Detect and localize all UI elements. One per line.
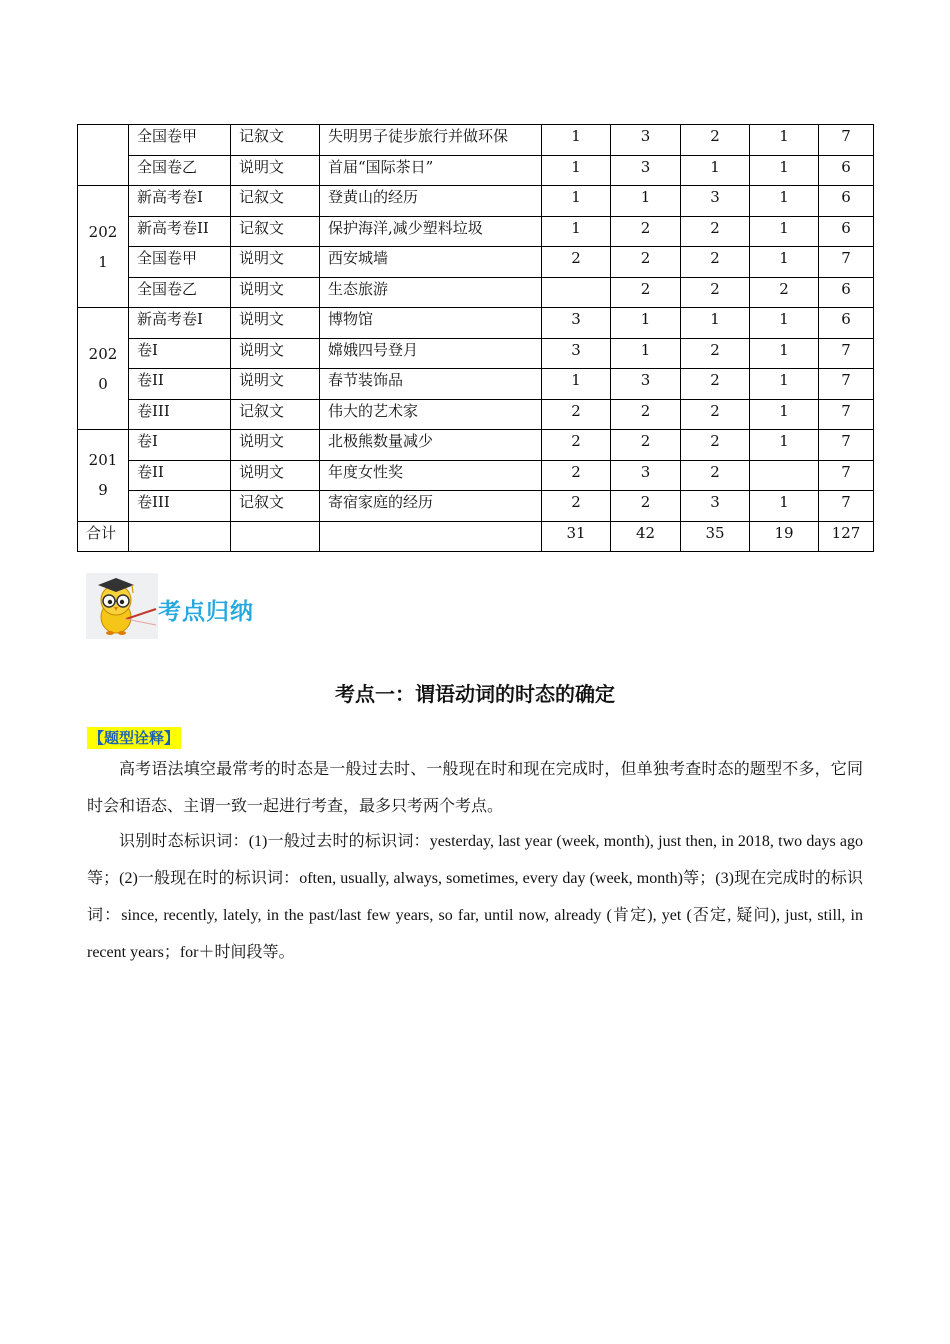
total-count-cell: 19	[750, 521, 819, 552]
year-cell-2019: 2019	[78, 430, 129, 522]
topic-cell: 首届“国际茶日”	[320, 155, 542, 186]
count-cell: 1	[750, 491, 819, 522]
year-cell-2020: 2020	[78, 308, 129, 430]
genre-cell: 说明文	[231, 338, 320, 369]
count-cell: 1	[750, 338, 819, 369]
count-cell: 1	[750, 399, 819, 430]
total-cell: 7	[819, 430, 874, 461]
count-cell: 1	[681, 155, 750, 186]
count-cell: 1	[542, 155, 611, 186]
exam-cell: 新高考卷I	[129, 308, 231, 339]
count-cell: 2	[750, 277, 819, 308]
genre-cell: 记叙文	[231, 491, 320, 522]
count-cell: 2	[681, 430, 750, 461]
count-cell: 2	[611, 491, 681, 522]
count-cell: 3	[681, 186, 750, 217]
year-cell-empty	[78, 125, 129, 186]
total-cell: 7	[819, 491, 874, 522]
exam-cell: 全国卷乙	[129, 277, 231, 308]
total-cell: 6	[819, 186, 874, 217]
count-cell: 1	[611, 338, 681, 369]
explanation-paragraph-1: 高考语法填空最常考的时态是一般过去时、一般现在时和现在完成时，但单独考查时态的题型不多，它同时会和语态、主谓一致一起进行考查，最多只考两个考点。	[87, 761, 863, 815]
count-cell	[750, 460, 819, 491]
empty-cell	[231, 521, 320, 552]
exam-cell: 新高考卷I	[129, 186, 231, 217]
exam-cell: 卷II	[129, 460, 231, 491]
topic-cell: 生态旅游	[320, 277, 542, 308]
topic-cell: 保护海洋,减少塑料垃圾	[320, 216, 542, 247]
count-cell: 1	[611, 186, 681, 217]
topic-cell: 西安城墙	[320, 247, 542, 278]
count-cell: 3	[611, 125, 681, 156]
count-cell: 2	[681, 247, 750, 278]
topic-cell: 北极熊数量减少	[320, 430, 542, 461]
count-cell: 2	[611, 277, 681, 308]
count-cell: 2	[542, 430, 611, 461]
section-banner	[86, 573, 306, 639]
genre-cell: 说明文	[231, 369, 320, 400]
topic-cell: 嫦娥四号登月	[320, 338, 542, 369]
count-cell: 3	[611, 369, 681, 400]
table-row	[78, 399, 874, 430]
count-cell: 2	[611, 430, 681, 461]
table-row	[78, 247, 874, 278]
count-cell: 1	[542, 186, 611, 217]
exam-statistics-table	[77, 124, 874, 552]
total-count-cell: 35	[681, 521, 750, 552]
count-cell: 3	[611, 155, 681, 186]
count-cell: 2	[681, 216, 750, 247]
count-cell: 1	[681, 308, 750, 339]
count-cell: 3	[542, 308, 611, 339]
topic-cell: 伟大的艺术家	[320, 399, 542, 430]
table-row	[78, 430, 874, 461]
genre-cell: 说明文	[231, 155, 320, 186]
exam-cell: 全国卷甲	[129, 247, 231, 278]
table-total-row	[78, 521, 874, 552]
exam-cell: 卷III	[129, 399, 231, 430]
genre-cell: 记叙文	[231, 125, 320, 156]
exam-cell: 全国卷甲	[129, 125, 231, 156]
total-cell: 7	[819, 247, 874, 278]
owl-graduate-mascot-icon	[86, 573, 158, 639]
count-cell: 2	[681, 277, 750, 308]
table-row	[78, 125, 874, 156]
count-cell: 1	[750, 430, 819, 461]
genre-cell: 说明文	[231, 308, 320, 339]
table-row	[78, 308, 874, 339]
exam-cell: 全国卷乙	[129, 155, 231, 186]
count-cell: 3	[611, 460, 681, 491]
total-label: 合计	[78, 521, 129, 552]
count-cell: 3	[681, 491, 750, 522]
count-cell: 2	[611, 247, 681, 278]
total-cell: 7	[819, 460, 874, 491]
count-cell: 2	[542, 491, 611, 522]
genre-cell: 记叙文	[231, 186, 320, 217]
table-row	[78, 277, 874, 308]
count-cell: 2	[611, 216, 681, 247]
table-row	[78, 369, 874, 400]
topic-cell: 失明男子徒步旅行并做环保	[320, 125, 542, 156]
count-cell: 2	[681, 125, 750, 156]
count-cell: 1	[750, 247, 819, 278]
count-cell: 2	[542, 460, 611, 491]
exam-cell: 新高考卷II	[129, 216, 231, 247]
grand-total-cell: 127	[819, 521, 874, 552]
count-cell: 1	[750, 369, 819, 400]
question-type-tag: 【题型诠释】	[89, 729, 180, 747]
table-row	[78, 460, 874, 491]
topic-cell: 寄宿家庭的经历	[320, 491, 542, 522]
count-cell: 1	[750, 308, 819, 339]
table-row	[78, 491, 874, 522]
exam-cell: 卷I	[129, 338, 231, 369]
empty-cell	[129, 521, 231, 552]
count-cell: 1	[750, 186, 819, 217]
total-cell: 7	[819, 399, 874, 430]
count-cell: 1	[542, 216, 611, 247]
count-cell: 1	[750, 216, 819, 247]
genre-cell: 说明文	[231, 277, 320, 308]
count-cell: 1	[750, 155, 819, 186]
section-banner-title: 考点归纳	[158, 599, 254, 625]
count-cell: 2	[542, 399, 611, 430]
count-cell	[542, 277, 611, 308]
table-row	[78, 216, 874, 247]
genre-cell: 说明文	[231, 460, 320, 491]
count-cell: 2	[681, 369, 750, 400]
empty-cell	[320, 521, 542, 552]
count-cell: 2	[681, 460, 750, 491]
genre-cell: 说明文	[231, 247, 320, 278]
total-cell: 7	[819, 338, 874, 369]
count-cell: 3	[542, 338, 611, 369]
count-cell: 1	[750, 125, 819, 156]
table-row	[78, 338, 874, 369]
total-count-cell: 42	[611, 521, 681, 552]
topic-cell: 登黄山的经历	[320, 186, 542, 217]
table-row	[78, 186, 874, 217]
total-cell: 6	[819, 155, 874, 186]
kaodian-title: 考点一：谓语动词的时态的确定	[335, 682, 615, 706]
total-count-cell: 31	[542, 521, 611, 552]
exam-cell: 卷III	[129, 491, 231, 522]
topic-cell: 春节装饰品	[320, 369, 542, 400]
count-cell: 2	[681, 399, 750, 430]
genre-cell: 说明文	[231, 430, 320, 461]
count-cell: 2	[611, 399, 681, 430]
table-row	[78, 155, 874, 186]
count-cell: 2	[681, 338, 750, 369]
count-cell: 1	[611, 308, 681, 339]
total-cell: 7	[819, 125, 874, 156]
count-cell: 2	[542, 247, 611, 278]
explanation-paragraph-2: 识别时态标识词：(1)一般过去时的标识词：yesterday, last year (week, month), just then, in 2018, two days ago 等；(2)一般现在时的标识词：often, usually, always, sometimes, every day (week, month)等；(3)现在完成时的标识词：since, recently, lately, in the past/last few years, so far, until now, already (肯定), yet (否定, 疑问), just, still, in recent years；for＋时间段等。	[87, 833, 863, 961]
topic-cell: 年度女性奖	[320, 460, 542, 491]
count-cell: 1	[542, 369, 611, 400]
genre-cell: 记叙文	[231, 399, 320, 430]
total-cell: 6	[819, 308, 874, 339]
total-cell: 7	[819, 369, 874, 400]
total-cell: 6	[819, 277, 874, 308]
exam-cell: 卷II	[129, 369, 231, 400]
year-cell-2021: 2021	[78, 186, 129, 308]
count-cell: 1	[542, 125, 611, 156]
total-cell: 6	[819, 216, 874, 247]
topic-cell: 博物馆	[320, 308, 542, 339]
exam-cell: 卷I	[129, 430, 231, 461]
genre-cell: 记叙文	[231, 216, 320, 247]
